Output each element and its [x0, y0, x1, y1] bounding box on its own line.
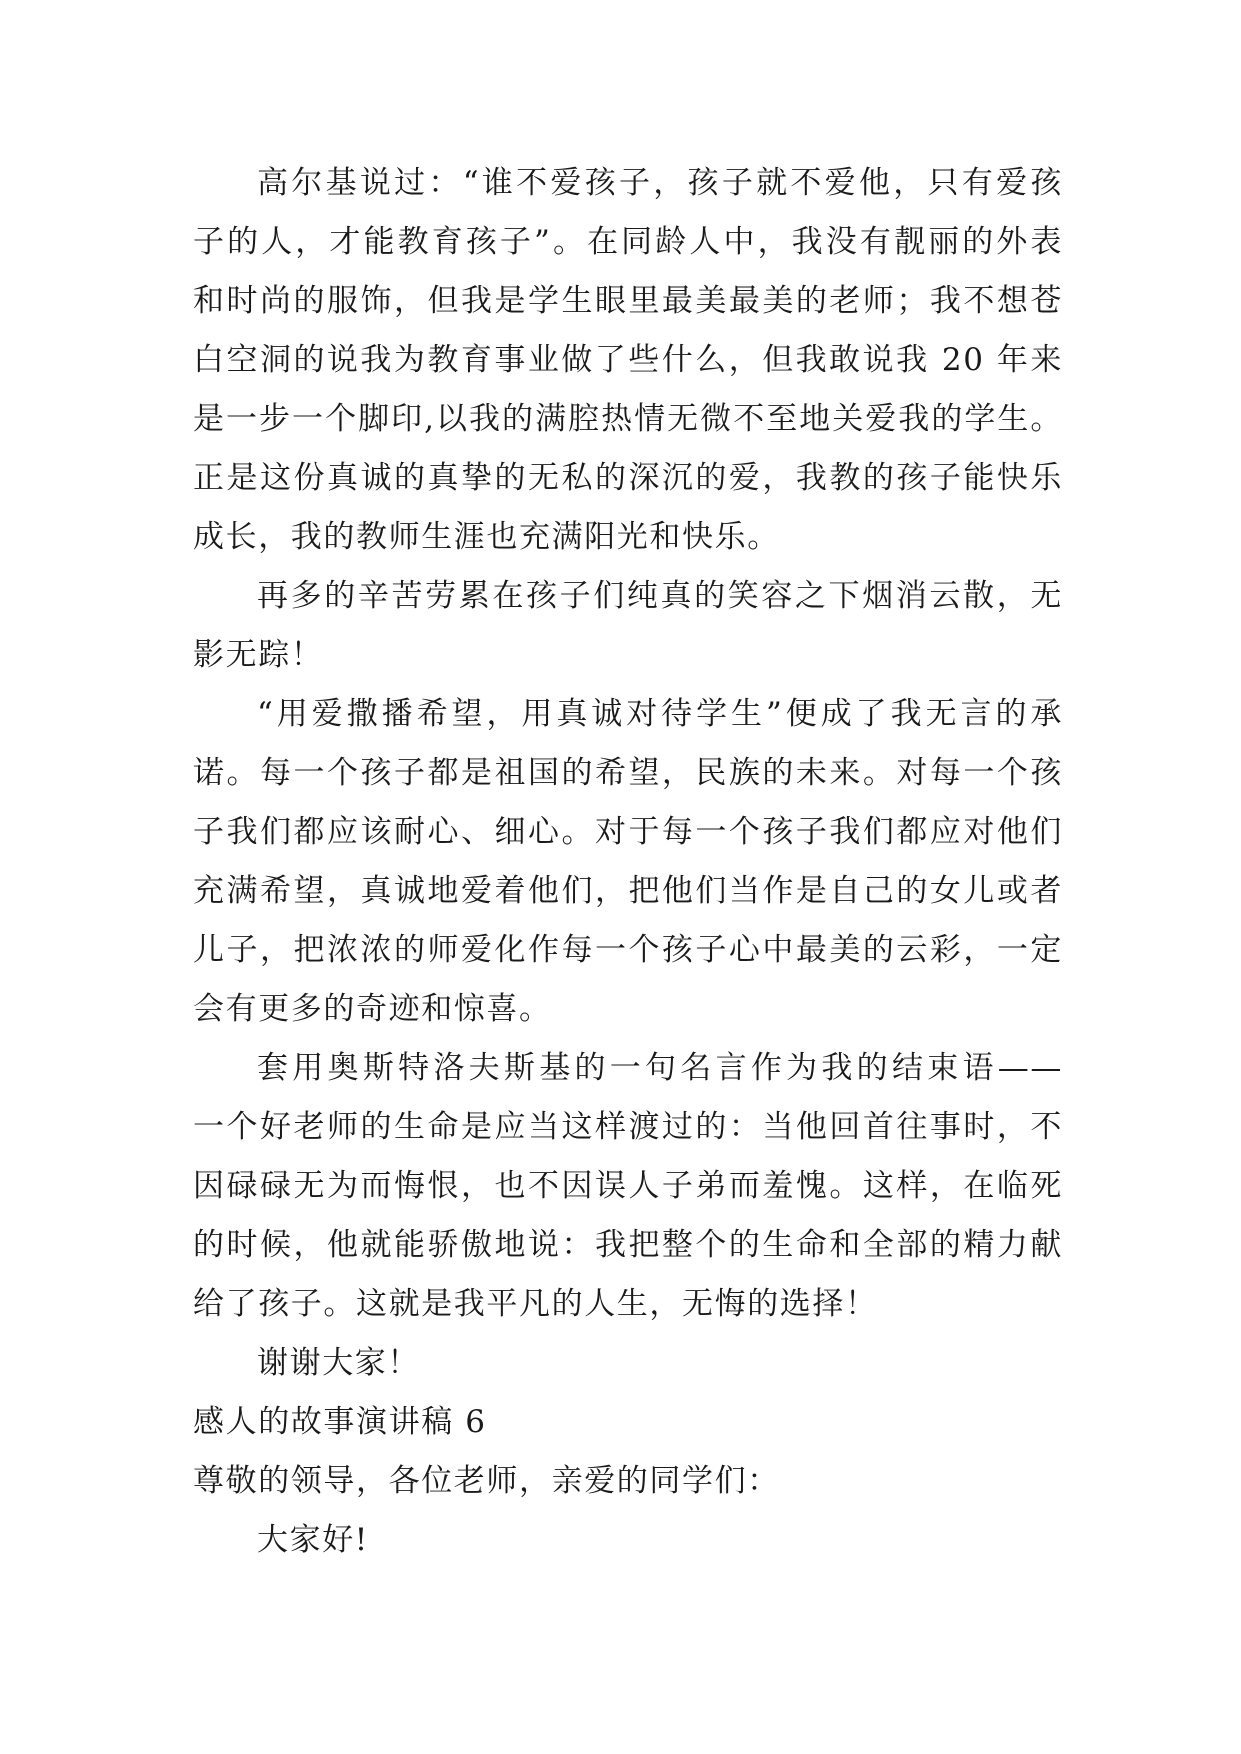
- paragraph-4-line-2: 一个好老师的生命是应当这样渡过的：当他回首往事时，不: [193, 1109, 1063, 1145]
- paragraph-3-line-2: 诺。每一个孩子都是祖国的希望，民族的未来。对每一个孩: [193, 755, 1063, 791]
- paragraph-4-line-5: 给了孩子。这就是我平凡的人生，无悔的选择！: [193, 1286, 878, 1322]
- paragraph-1-line-7: 成长，我的教师生涯也充满阳光和快乐。: [193, 519, 780, 555]
- paragraph-2-line-2: 影无踪！: [193, 637, 324, 673]
- paragraph-1-line-5: 是一步一个脚印,以我的满腔热情无微不至地关爱我的学生。: [193, 401, 1063, 437]
- paragraph-3-line-4: 充满希望，真诚地爱着他们，把他们当作是自己的女儿或者: [193, 873, 1063, 909]
- section-heading: 感人的故事演讲稿 6: [193, 1404, 487, 1440]
- paragraph-1-line-1: 高尔基说过：“谁不爱孩子，孩子就不爱他，只有爱孩: [257, 165, 1063, 201]
- paragraph-1-line-6: 正是这份真诚的真挚的无私的深沉的爱，我教的孩子能快乐: [193, 460, 1063, 496]
- paragraph-1-line-4: 白空洞的说我为教育事业做了些什么，但我敢说我 20 年来: [193, 342, 1063, 378]
- paragraph-4-line-4: 的时候，他就能骄傲地说：我把整个的生命和全部的精力献: [193, 1227, 1063, 1263]
- paragraph-3-line-1: “用爱撒播希望，用真诚对待学生”便成了我无言的承: [257, 696, 1063, 732]
- paragraph-2-line-1: 再多的辛苦劳累在孩子们纯真的笑容之下烟消云散，无: [257, 578, 1063, 614]
- paragraph-3-line-5: 儿子，把浓浓的师爱化作每一个孩子心中最美的云彩，一定: [193, 932, 1063, 968]
- paragraph-1-line-3: 和时尚的服饰，但我是学生眼里最美最美的老师；我不想苍: [193, 283, 1063, 319]
- paragraph-1-line-2: 子的人，才能教育孩子”。在同龄人中，我没有靓丽的外表: [193, 224, 1063, 260]
- thanks-line: 谢谢大家！: [257, 1345, 420, 1381]
- salutation: 尊敬的领导，各位老师，亲爱的同学们：: [193, 1463, 780, 1499]
- paragraph-4-line-3: 因碌碌无为而悔恨，也不因误人子弟而羞愧。这样，在临死: [193, 1168, 1063, 1204]
- greeting: 大家好!: [257, 1522, 369, 1558]
- paragraph-4-line-1: 套用奥斯特洛夫斯基的一句名言作为我的结束语——: [257, 1050, 1063, 1086]
- paragraph-3-line-3: 子我们都应该耐心、细心。对于每一个孩子我们都应对他们: [193, 814, 1063, 850]
- paragraph-3-line-6: 会有更多的奇迹和惊喜。: [193, 991, 552, 1027]
